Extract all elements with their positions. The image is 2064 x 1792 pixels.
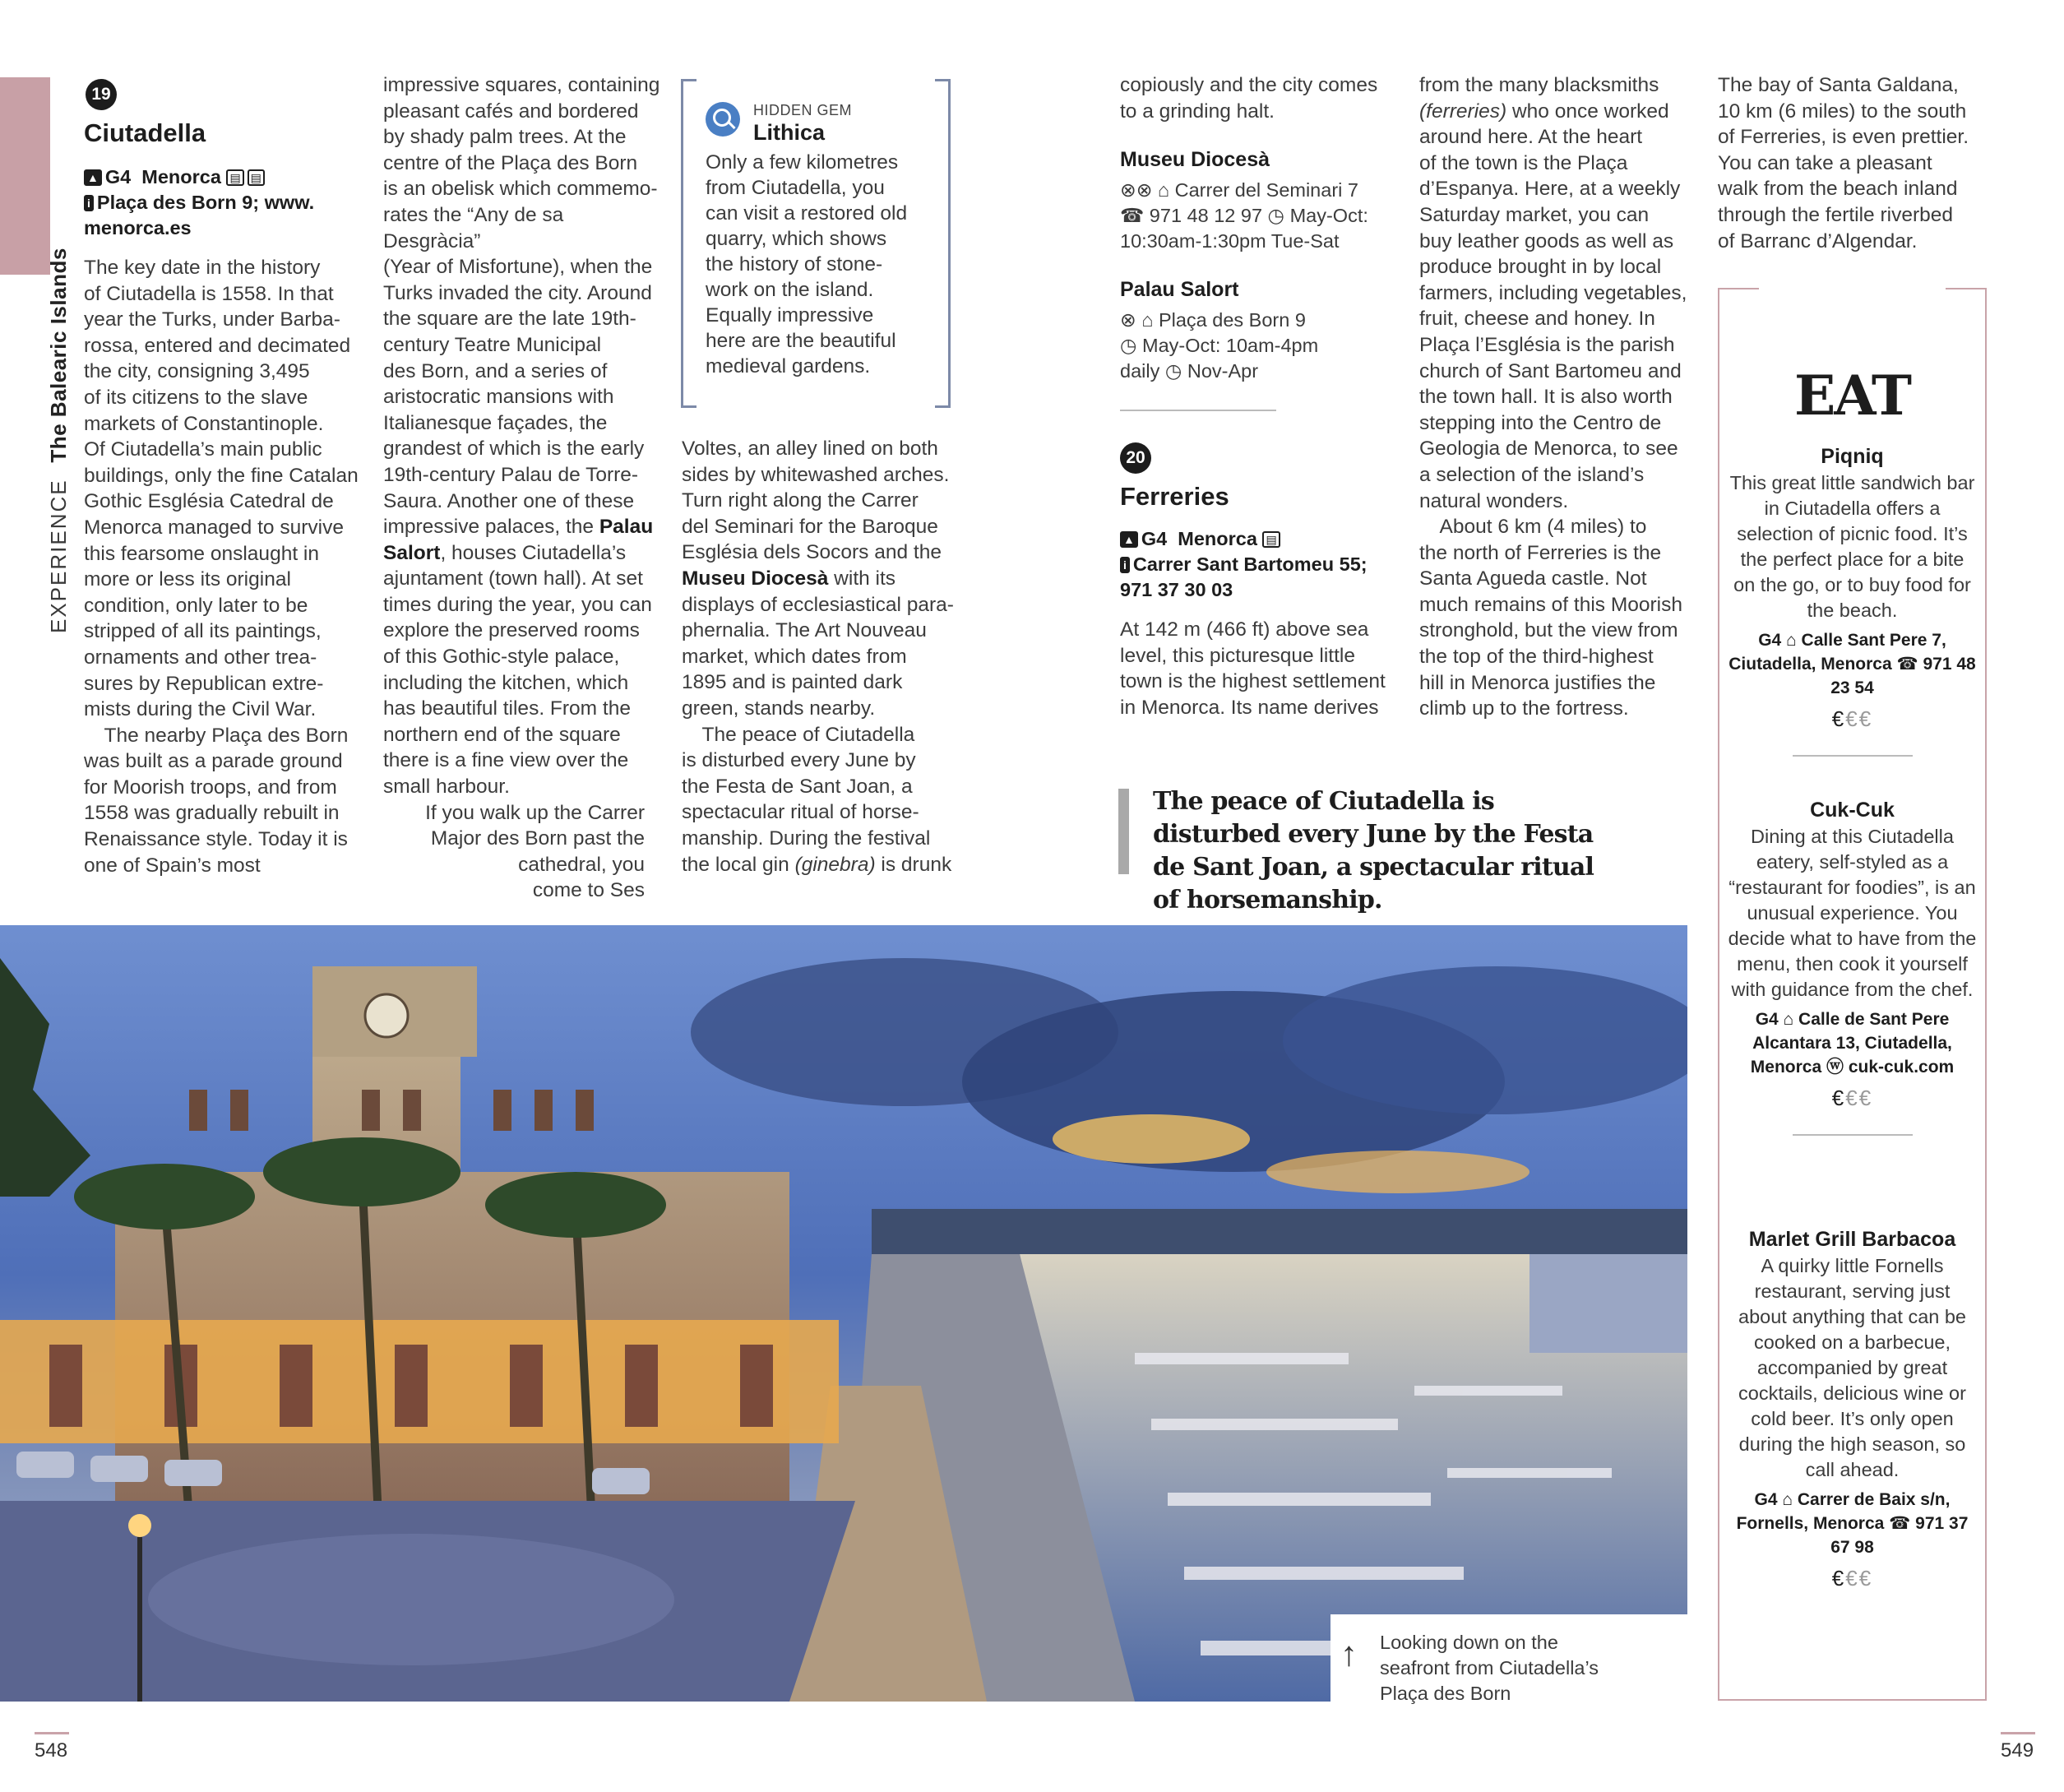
body-line: come to Ses (532, 879, 645, 902)
body-line: Of Ciutadella’s main public (84, 438, 322, 461)
body-line: the town hall. It is also worth (1419, 386, 1673, 409)
ferry-icon: ▤ (248, 169, 265, 186)
price-rating (1728, 1086, 1977, 1111)
meta-line: Plaça des Born 9; www. (96, 192, 315, 213)
body-line: ornaments and other trea- (84, 646, 317, 669)
body-line: the city, consigning 3,495 (84, 360, 310, 383)
body-line: here are the beautiful (706, 330, 896, 352)
body-line: If you walk up the Carrer (405, 801, 645, 824)
body-line: town is the highest settlement (1120, 670, 1386, 693)
body-line: including the kitchen, which (383, 671, 629, 694)
bus-icon: ▤ (226, 169, 243, 186)
body-line: from the many blacksmiths (1419, 74, 1659, 96)
body-line: northern end of the square (383, 723, 621, 746)
body-line: to a grinding halt. (1120, 100, 1275, 123)
gem-body (706, 150, 944, 379)
body-line: Plaça l’Església is the parish (1419, 333, 1675, 356)
body-line: stripped of all its paintings, (84, 620, 322, 643)
meta-line: G4 Menorca (104, 166, 221, 188)
venue-address: G4 ⌂ Carrer de Baix s/n, Fornells, Menorca ☎ 971 37 67 98 (1736, 1490, 1969, 1557)
body-line: produce brought in by local (1419, 256, 1662, 279)
venue-desc: This great little sandwich bar in Ciutadella offers a selection of picnic food. It’s the perfect place for a bite on the go, or to buy food for the beach. (1729, 472, 1975, 621)
body-line: the top of the third-highest (1419, 646, 1654, 669)
pull-quote-bar (1118, 789, 1129, 874)
body-line: ⊗⊗ ⌂ Carrer del Seminari 7 (1120, 179, 1358, 201)
palau-salort-bold: Palau (599, 516, 654, 539)
body-line: church of Sant Bartomeu and (1419, 359, 1682, 382)
body-line: is disturbed every June by (682, 749, 916, 772)
museu-info (1120, 178, 1400, 254)
venue-cuk-cuk (1728, 796, 1977, 1136)
body-line: Turn right along the Carrer (682, 489, 919, 512)
body-line: displays of ecclesiastical para- (682, 593, 954, 616)
ferreries-italic: (ferreries) (1419, 100, 1507, 123)
divider (1793, 1134, 1913, 1136)
entry-number-badge: 20 (1120, 442, 1151, 474)
chapter-label (46, 248, 72, 633)
body-column-3 (682, 436, 961, 852)
body-line: small harbour. (383, 776, 510, 799)
map-ref-icon: ▲ (1120, 531, 1138, 548)
ginebra-italic: (ginebra) (794, 854, 876, 876)
venue-desc: A quirky little Fornells restaurant, serving just about anything that can be cooked on a barbecue, accompanied by great cocktails, delicious wine or cold beer. It’s only open during the high season, so call ahead. (1738, 1255, 1966, 1480)
info-icon: i (84, 195, 94, 211)
entry-title-ferreries: Ferreries (1120, 482, 1229, 511)
body-line: You can take a pleasant (1718, 151, 1932, 174)
body-line: daily ◷ Nov-Apr (1120, 360, 1259, 382)
gem-frame-left (681, 79, 696, 408)
body-line: stronghold, but the view from (1419, 619, 1678, 642)
body-line: farmers, including vegetables, (1419, 281, 1687, 304)
body-line: buy leather goods as well as (1419, 229, 1674, 252)
venue-name: Marlet Grill Barbacoa (1748, 1228, 1956, 1251)
body-column-4-top (1120, 72, 1400, 124)
pull-quote-text: The peace of Ciutadella is disturbed every June by the Festa de Sant Joan, a spectacular ritual of horsemanship. (1153, 787, 1594, 915)
body-line: rossa, entered and decimated (84, 334, 351, 357)
body-line: by shady palm trees. At the (383, 126, 627, 149)
hidden-gem-box (681, 79, 951, 403)
body-line: Plaça des Born (1380, 1683, 1511, 1704)
body-line: grandest of which is the early (383, 438, 645, 461)
page-marker-right (2001, 1732, 2035, 1734)
body-line: of the town is the Plaça (1419, 151, 1628, 174)
palau-salort-bold-2: Salort (383, 541, 441, 564)
body-line: Santa Agueda castle. Not (1419, 567, 1647, 590)
body-line: copiously and the city comes (1120, 74, 1378, 96)
body-line: pleasant cafés and bordered (383, 100, 639, 123)
body-line: of Ciutadella is 1558. In that (84, 282, 334, 305)
eat-frame-top-right (1946, 288, 1987, 289)
body-line: ⊗ ⌂ Plaça des Born 9 (1120, 309, 1306, 331)
magnifier-icon (706, 102, 740, 137)
body-line: , houses Ciutadella’s (440, 541, 627, 564)
body-line: a selection of the island’s (1419, 463, 1645, 486)
body-line: fruit, cheese and honey. In (1419, 308, 1655, 331)
body-line: of its citizens to the slave (84, 386, 308, 409)
body-line: much remains of this Moorish (1419, 593, 1682, 616)
body-line: markets of Constantinople. (84, 412, 324, 435)
body-line: Església dels Socors and the (682, 541, 942, 564)
body-line: sures by Republican extre- (84, 672, 324, 695)
chapter-tab (0, 77, 50, 275)
body-line: for Moorish troops, and from (84, 776, 337, 799)
body-line: manship. During the festival (682, 827, 931, 850)
gem-title: Lithica (753, 120, 826, 145)
body-line: ajuntament (town hall). At set (383, 567, 643, 590)
venue-marlet-grill (1728, 1225, 1977, 1591)
body-line: the square are the late 19th- (383, 308, 636, 331)
body-line: 10:30am-1:30pm Tue-Sat (1120, 230, 1340, 252)
body-line: stepping into the Centro de (1419, 411, 1662, 434)
body-line: Geologia de Menorca, to see (1419, 438, 1678, 461)
arrow-up-icon: ↑ (1340, 1634, 1358, 1673)
body-line: Saura. Another one of these (383, 489, 635, 512)
body-line: more or less its original (84, 568, 291, 591)
body-line: this fearsome onslaught in (84, 542, 319, 565)
venue-desc: Dining at this Ciutadella eatery, self-styled as a “restaurant for foodies”, is an unusual experience. You decide what to have from the menu, then cook it yourself with guidance from the chef. (1728, 826, 1977, 1000)
body-line: buildings, only the fine Catalan (84, 464, 359, 487)
body-line: sides by whitewashed arches. (682, 463, 950, 486)
venue-name: Cuk-Cuk (1810, 799, 1895, 822)
body-line: market, which dates from (682, 645, 907, 668)
body-line: Italianesque façades, the (383, 411, 608, 434)
body-column-2 (383, 72, 663, 904)
page-number-left: 548 (35, 1739, 68, 1762)
body-line: impressive palaces, the (383, 516, 599, 539)
body-line: of Barranc d’Algendar. (1718, 229, 1918, 252)
chapter-title: The Balearic Islands (46, 248, 71, 463)
body-line: phernalia. The Art Nouveau (682, 619, 927, 642)
body-line: is drunk (875, 854, 952, 876)
body-line: the local gin (682, 854, 795, 876)
body-line: the history of stone- (706, 253, 883, 276)
body-line: through the fertile riverbed (1718, 203, 1953, 226)
price-active: € (1831, 1086, 1846, 1110)
body-line: Voltes, an alley lined on both (682, 438, 938, 460)
body-line: green, stands nearby. (682, 697, 876, 720)
body-line: d’Espanya. Here, at a weekly (1419, 178, 1681, 201)
body-line: century Teatre Municipal (383, 333, 602, 356)
body-line: can visit a restored old (706, 202, 908, 225)
body-line: The key date in the history (84, 257, 321, 279)
body-line: climb up to the fortress. (1419, 697, 1629, 720)
body-line: (Year of Misfortune), when the (383, 256, 653, 279)
map-ref-icon: ▲ (84, 169, 102, 186)
entry-meta-ciutadella (84, 164, 363, 241)
body-line: Looking down on the (1380, 1632, 1558, 1653)
entry-title-ciutadella: Ciutadella (84, 118, 206, 147)
body-line: of this Gothic-style palace, (383, 646, 620, 669)
price-active: € (1831, 706, 1846, 731)
eat-frame-top-left (1718, 288, 1759, 289)
museu-diocesa-bold: Museu Diocesà (682, 567, 829, 590)
body-line: 1558 was gradually rebuilt in (84, 802, 340, 825)
body-line: the Festa de Sant Joan, a (682, 775, 913, 798)
body-line: level, this picturesque little (1120, 644, 1355, 667)
body-line: was built as a parade ground (84, 750, 343, 773)
info-icon: i (1120, 557, 1130, 573)
body-line: the north of Ferreries is the (1419, 541, 1662, 564)
meta-line: Carrer Sant Bartomeu 55; (1132, 553, 1368, 575)
body-line: Renaissance style. Today it is (84, 828, 348, 851)
entry-number-badge: 19 (86, 79, 117, 110)
body-line: seafront from Ciutadella’s (1380, 1657, 1599, 1679)
body-line: The nearby Plaça des Born (84, 724, 349, 747)
price-rating (1728, 706, 1977, 732)
body-line: medieval gardens. (706, 355, 871, 377)
body-column-6 (1718, 72, 2002, 254)
price-inactive: €€ (1845, 706, 1873, 731)
body-line: At 142 m (466 ft) above sea (1120, 618, 1369, 641)
body-line: Saturday market, you can (1419, 203, 1650, 226)
ciutadella-harbour-photo (0, 925, 1687, 1702)
museu-heading: Museu Diocesà (1120, 148, 1270, 171)
body-column-1 (84, 255, 363, 878)
body-line: with its (828, 567, 896, 590)
body-line: quarry, which shows (706, 228, 887, 250)
body-line: explore the preserved rooms (383, 619, 640, 642)
eat-title: EAT (1793, 363, 1911, 428)
gem-label: HIDDEN GEM (753, 102, 853, 118)
body-line: Major des Born past the (430, 827, 645, 850)
body-line: ◷ May-Oct: 10am-4pm (1120, 335, 1319, 356)
body-line: mists during the Civil War. (84, 698, 317, 721)
price-inactive: €€ (1845, 1566, 1873, 1591)
body-line: natural wonders. (1419, 489, 1569, 512)
body-line: ☎ 971 48 12 97 ◷ May-Oct: (1120, 205, 1368, 226)
body-line: work on the island. (706, 279, 874, 301)
body-line: condition, only later to be (84, 594, 308, 617)
body-line: Only a few kilometres (706, 151, 899, 174)
body-line: spectacular ritual of horse- (682, 801, 919, 824)
body-line: who once worked (1506, 100, 1669, 123)
body-line: times during the year, you can (383, 593, 652, 616)
body-line: one of Spain’s most (84, 854, 261, 877)
palau-info (1120, 308, 1400, 384)
venue-name: Piqniq (1821, 445, 1884, 468)
body-line: 10 km (6 miles) to the south (1718, 100, 1967, 123)
price-rating (1728, 1566, 1977, 1591)
body-line: 19th-century Palau de Torre- (383, 463, 639, 486)
page-number-right: 549 (2001, 1739, 2034, 1762)
body-line: Gothic Església Catedral de (84, 490, 334, 513)
price-active: € (1831, 1566, 1846, 1591)
body-line: Menorca managed to survive (84, 516, 344, 539)
body-line: del Seminari for the Baroque (682, 515, 938, 538)
page-marker-left (35, 1732, 69, 1734)
chapter-category: EXPERIENCE (46, 479, 71, 633)
body-line: aristocratic mansions with (383, 386, 614, 409)
body-line: impressive squares, containing (383, 74, 660, 96)
body-line: Turks invaded the city. Around (383, 281, 652, 304)
body-line: has beautiful tiles. From the (383, 697, 631, 720)
body-line: hill in Menorca justifies the (1419, 671, 1656, 694)
body-line: there is a fine view over the (383, 749, 629, 772)
venue-address: G4 ⌂ Calle Sant Pere 7, Ciutadella, Menorca ☎ 971 48 23 54 (1728, 631, 1976, 697)
body-line: des Born, and a series of (383, 359, 608, 382)
body-line: of Ferreries, is even prettier. (1718, 126, 1969, 149)
venue-piqniq (1728, 442, 1977, 757)
body-line: Equally impressive (706, 304, 874, 326)
meta-line: 971 37 30 03 (1120, 579, 1233, 600)
body-line: walk from the beach inland (1718, 178, 1958, 201)
body-column-5 (1419, 72, 1703, 722)
meta-line: menorca.es (84, 217, 192, 238)
body-line: is an obelisk which commemo- (383, 178, 658, 201)
body-line: in Menorca. Its name derives (1120, 696, 1379, 719)
body-line: The peace of Ciutadella (682, 723, 915, 746)
meta-line: G4 Menorca (1141, 528, 1257, 549)
body-line: The bay of Santa Galdana, (1718, 74, 1959, 96)
body-line: around here. At the heart (1419, 126, 1643, 149)
palau-heading: Palau Salort (1120, 278, 1239, 301)
entry-meta-ferreries (1120, 526, 1400, 603)
body-line: centre of the Plaça des Born (383, 151, 638, 174)
venue-address: G4 ⌂ Calle de Sant Pere Alcantara 13, Ciutadella, Menorca ⓦ cuk-cuk.com (1750, 1010, 1955, 1077)
photo-caption (1380, 1630, 1659, 1706)
divider (1793, 755, 1913, 757)
price-inactive: €€ (1845, 1086, 1873, 1110)
body-line: rates the “Any de sa Desgràcia” (383, 203, 564, 252)
ferreries-body (1120, 617, 1400, 720)
body-line: year the Turks, under Barba- (84, 308, 340, 331)
body-line-gin (682, 852, 978, 878)
divider (1120, 410, 1276, 411)
body-line: from Ciutadella, you (706, 177, 885, 199)
body-line: 1895 and is painted dark (682, 671, 903, 694)
body-line: About 6 km (4 miles) to (1419, 516, 1647, 539)
bus-icon: ▤ (1262, 531, 1280, 548)
body-line: cathedral, you (518, 853, 645, 876)
